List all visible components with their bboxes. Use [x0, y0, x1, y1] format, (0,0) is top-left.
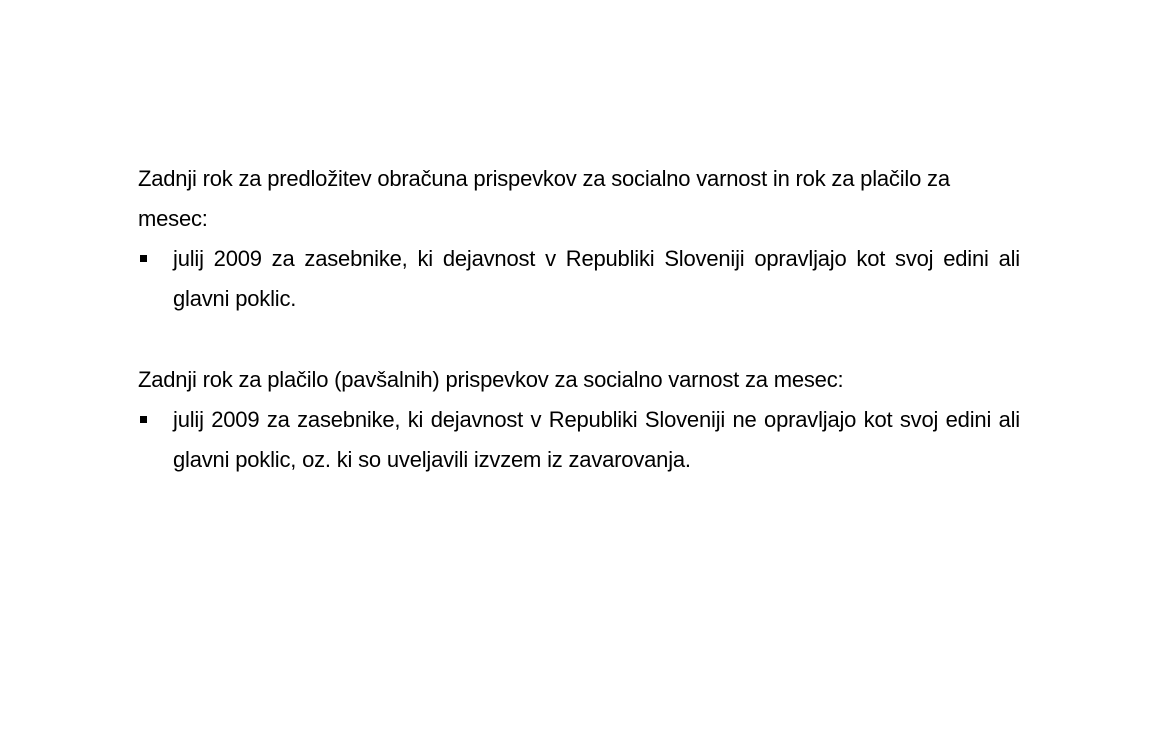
document-body: [138, 159, 1020, 480]
bullet-text: julij 2009 za zasebnike, ki dejavnost v Republiki Sloveniji opravljajo kot svoj edini ali glavni poklic.: [173, 246, 1020, 311]
bullet-text: julij 2009 za zasebnike, ki dejavnost v Republiki Sloveniji ne opravljajo kot svoj edini ali glavni poklic, oz. ki so uveljavili izvzem iz zavarovanja.: [173, 407, 1020, 472]
section-submission-deadline: [138, 159, 1020, 319]
section-intro-paragraph: Zadnji rok za plačilo (pavšalnih) prispevkov za socialno varnost za mesec:: [138, 367, 844, 392]
section-flat-rate-payment-deadline: [138, 360, 1020, 480]
square-bullet-icon: [140, 255, 147, 262]
square-bullet-icon: [140, 416, 147, 423]
bullet-list-item: [138, 239, 1020, 319]
section-intro-paragraph: Zadnji rok za predložitev obračuna prispevkov za socialno varnost in rok za plačilo za mesec:: [138, 166, 950, 231]
bullet-list-item: [138, 400, 1020, 480]
